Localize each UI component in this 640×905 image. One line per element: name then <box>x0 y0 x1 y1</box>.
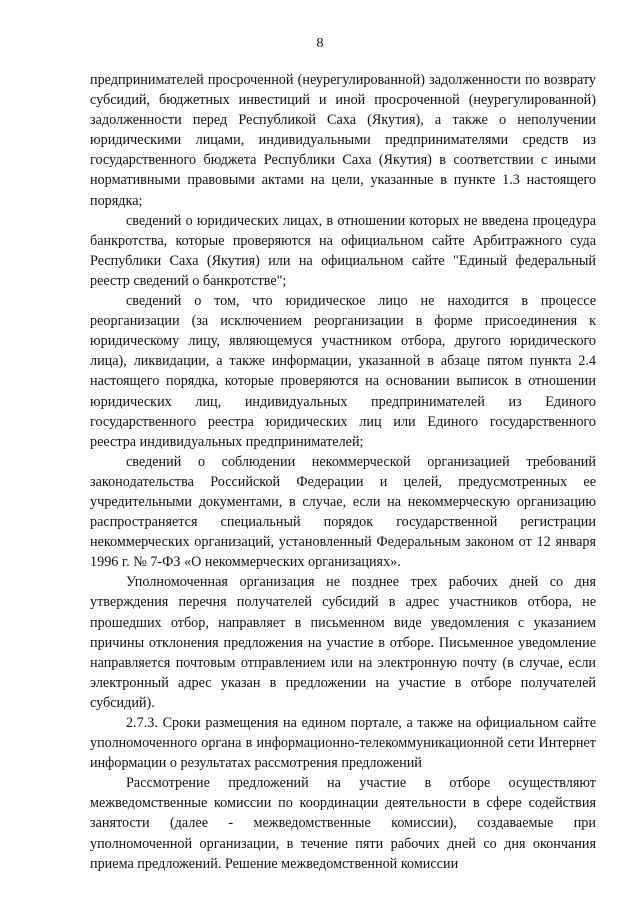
paragraph: сведений о юридических лицах, в отношении которых не введена процедура банкротства, которые проверяются на официальном сайте Арбитражного суда Республики Саха (Якутия) или на официальном сайте "Единый федеральный реестр сведений о банкротстве"; <box>90 212 596 289</box>
paragraph: предпринимателей просроченной (неурегулированной) задолженности по возврату субсидий, бюджетных инвестиций и иной просроченной (неурегулированной) задолженности перед Республикой Саха (Якутия), а также о неполучении юридическими лицами, индивидуальными предпринимателями средств из государственного бюджета Республики Саха (Якутия) в соответствии с иными нормативными правовыми актами на цели, указанные в пункте 1.3 настоящего порядка; <box>90 72 596 209</box>
paragraph: сведений о том, что юридическое лицо не находится в процессе реорганизации (за исключением реорганизации в форме присоединения к юридическому лицу, являющемуся участником отбора, другого юридического лица), ликвидации, а также информации, указанной в абзаце пятом пункта 2.4 настоящего порядка, которые проверяются на основании выписок в отношении юридических лиц, индивидуальных предпринимателей из Единого государственного реестра юридических лиц или Единого государственного реестра индивидуальных предпринимателей; <box>90 293 596 450</box>
page-number: 8 <box>316 36 324 51</box>
document-body <box>90 70 596 874</box>
paragraph: 2.7.3. Сроки размещения на едином портале, а также на официальном сайте уполномоченного органа в информационно-телекоммуникационной сети Интернет информации о результатах рассмотрения предложений <box>90 715 596 772</box>
paragraph: Уполномоченная организация не позднее трех рабочих дней со дня утверждения перечня получателей субсидий в адрес участников отбора, не прошедших отбор, направляет в письменном виде уведомления с указанием причины отклонения предложения на участие в отборе. Письменное уведомление направляется почтовым отправлением или на электронную почту (в случае, если электронный адрес указан в предложении на участие в отборе получателей субсидий). <box>90 574 596 711</box>
paragraph: сведений о соблюдении некоммерческой организацией требований законодательства Российской Федерации и целей, предусмотренных ее учредительными документами, в случае, если на некоммерческую организацию распространяется специальный порядок государственной регистрации некоммерческих организаций, установленный Федеральным законом от 12 января 1996 г. № 7-ФЗ «О некоммерческих организациях». <box>90 453 596 571</box>
paragraph: Рассмотрение предложений на участие в отборе осуществляют межведомственные комиссии по координации деятельности в сфере содействия занятости (далее - межведомственные комиссии), создаваемые при уполномоченной организации, в течение пяти рабочих дней со дня окончания приема предложений. Решение межведомственной комиссии <box>90 775 596 872</box>
